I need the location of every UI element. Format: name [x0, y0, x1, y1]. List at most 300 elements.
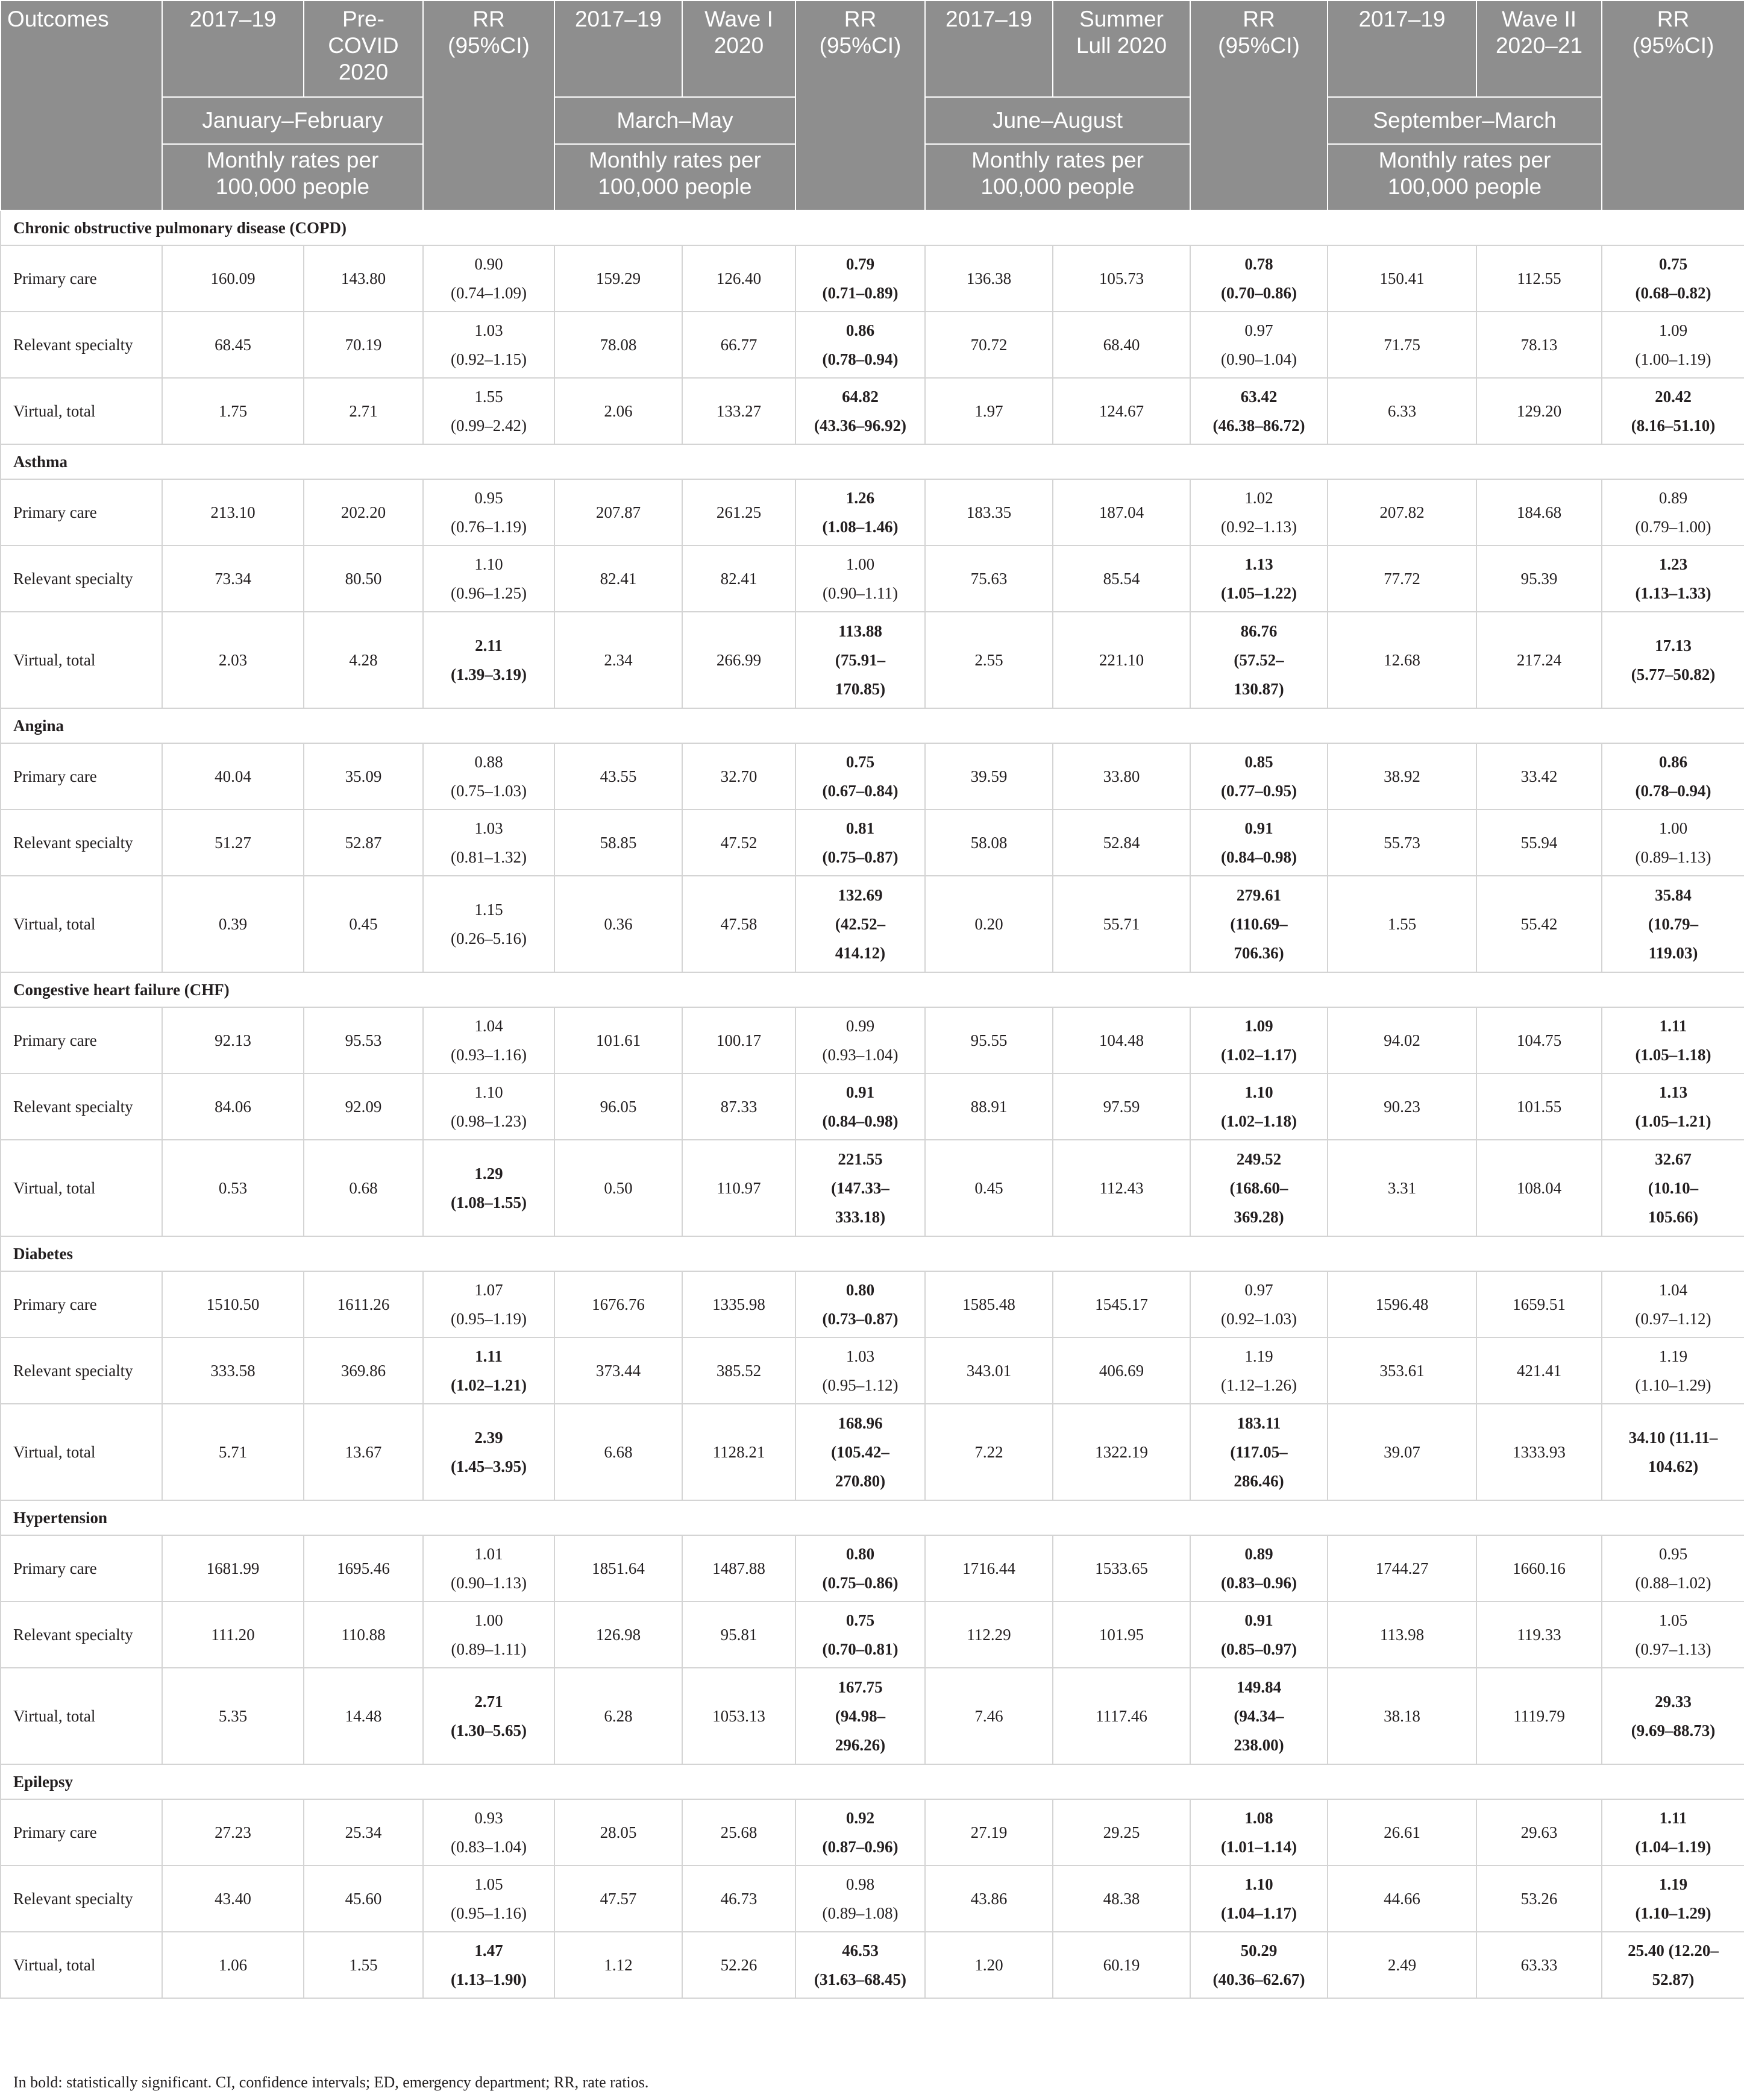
row-label: Primary care: [1, 479, 162, 545]
header-outcomes: Outcomes: [1, 1, 162, 210]
rate-cell: 14.48: [304, 1668, 423, 1764]
rate-ratio-cell: 1.01 (0.90–1.13): [423, 1535, 554, 1602]
rate-cell: 95.39: [1476, 545, 1602, 612]
rate-cell: 213.10: [162, 479, 304, 545]
rate-cell: 2.34: [554, 612, 682, 708]
section-row: [1, 210, 1744, 245]
rate-cell: 1659.51: [1476, 1271, 1602, 1338]
rate-cell: 46.73: [682, 1866, 795, 1932]
rate-cell: 47.57: [554, 1866, 682, 1932]
rate-ratio-cell: 1.11 (1.05–1.18): [1602, 1007, 1744, 1074]
rate-cell: 71.75: [1328, 312, 1476, 378]
rate-ratio-cell: 1.03 (0.81–1.32): [423, 810, 554, 876]
rate-cell: 87.33: [682, 1074, 795, 1140]
rate-cell: 1487.88: [682, 1535, 795, 1602]
rate-cell: 32.70: [682, 743, 795, 810]
rate-ratio-cell: 17.13 (5.77–50.82): [1602, 612, 1744, 708]
rate-cell: 5.35: [162, 1668, 304, 1764]
rate-ratio-cell: 50.29 (40.36–62.67): [1190, 1932, 1328, 1998]
rate-ratio-cell: 86.76 (57.52– 130.87): [1190, 612, 1328, 708]
rate-cell: 1676.76: [554, 1271, 682, 1338]
rate-ratio-cell: 0.91 (0.84–0.98): [795, 1074, 925, 1140]
header-wave-1: Wave I 2020: [682, 1, 795, 97]
table-row: [1, 545, 1744, 612]
rate-cell: 0.53: [162, 1140, 304, 1236]
rate-cell: 6.33: [1328, 378, 1476, 444]
rate-cell: 78.13: [1476, 312, 1602, 378]
rate-cell: 129.20: [1476, 378, 1602, 444]
rate-cell: 112.43: [1053, 1140, 1190, 1236]
rate-cell: 124.67: [1053, 378, 1190, 444]
rate-cell: 55.42: [1476, 876, 1602, 972]
rate-ratio-cell: 1.08 (1.01–1.14): [1190, 1799, 1328, 1866]
rate-cell: 202.20: [304, 479, 423, 545]
header-unit: Monthly rates per 100,000 people: [925, 144, 1190, 210]
row-label: Virtual, total: [1, 612, 162, 708]
table-row: [1, 743, 1744, 810]
rate-ratio-cell: 1.19 (1.10–1.29): [1602, 1338, 1744, 1404]
rate-cell: 90.23: [1328, 1074, 1476, 1140]
header-period-jun-aug: June–August: [925, 97, 1190, 144]
row-label: Primary care: [1, 743, 162, 810]
header-period-mar-may: March–May: [554, 97, 795, 144]
rate-ratio-cell: 132.69 (42.52– 414.12): [795, 876, 925, 972]
table-row: [1, 1338, 1744, 1404]
rate-ratio-cell: 1.04 (0.97–1.12): [1602, 1271, 1744, 1338]
rate-cell: 136.38: [925, 245, 1053, 312]
rate-cell: 1.06: [162, 1932, 304, 1998]
rate-ratio-cell: 0.85 (0.77–0.95): [1190, 743, 1328, 810]
rate-ratio-cell: 0.75 (0.68–0.82): [1602, 245, 1744, 312]
rate-ratio-cell: 34.10 (11.11– 104.62): [1602, 1404, 1744, 1500]
rate-ratio-cell: 1.26 (1.08–1.46): [795, 479, 925, 545]
row-label: Relevant specialty: [1, 1866, 162, 1932]
table-row: [1, 1140, 1744, 1236]
header-unit: Monthly rates per 100,000 people: [162, 144, 423, 210]
rate-cell: 45.60: [304, 1866, 423, 1932]
rate-cell: 38.18: [1328, 1668, 1476, 1764]
rate-ratio-cell: 0.91 (0.85–0.97): [1190, 1602, 1328, 1668]
rate-cell: 159.29: [554, 245, 682, 312]
row-label: Virtual, total: [1, 1140, 162, 1236]
rate-ratio-cell: 221.55 (147.33– 333.18): [795, 1140, 925, 1236]
rate-cell: 43.55: [554, 743, 682, 810]
rate-ratio-cell: 32.67 (10.10– 105.66): [1602, 1140, 1744, 1236]
rate-cell: 100.17: [682, 1007, 795, 1074]
rate-cell: 47.52: [682, 810, 795, 876]
rate-cell: 2.06: [554, 378, 682, 444]
rate-ratio-cell: 1.23 (1.13–1.33): [1602, 545, 1744, 612]
rate-cell: 1545.17: [1053, 1271, 1190, 1338]
rate-cell: 52.84: [1053, 810, 1190, 876]
rate-cell: 6.28: [554, 1668, 682, 1764]
rate-cell: 104.48: [1053, 1007, 1190, 1074]
row-label: Virtual, total: [1, 876, 162, 972]
rate-cell: 143.80: [304, 245, 423, 312]
rate-cell: 101.95: [1053, 1602, 1190, 1668]
rate-cell: 80.50: [304, 545, 423, 612]
table-row: [1, 1799, 1744, 1866]
row-label: Relevant specialty: [1, 312, 162, 378]
rate-cell: 58.08: [925, 810, 1053, 876]
rate-cell: 112.29: [925, 1602, 1053, 1668]
rate-cell: 1117.46: [1053, 1668, 1190, 1764]
rate-ratio-cell: 1.19 (1.12–1.26): [1190, 1338, 1328, 1404]
table-row: [1, 1668, 1744, 1764]
section-row: [1, 1236, 1744, 1271]
rate-ratio-cell: 2.71 (1.30–5.65): [423, 1668, 554, 1764]
rate-cell: 27.23: [162, 1799, 304, 1866]
rate-cell: 1744.27: [1328, 1535, 1476, 1602]
rate-cell: 2.71: [304, 378, 423, 444]
header-rr-wave-1: RR (95%CI): [795, 1, 925, 210]
rate-cell: 78.08: [554, 312, 682, 378]
rate-cell: 1322.19: [1053, 1404, 1190, 1500]
rate-cell: 92.09: [304, 1074, 423, 1140]
rate-cell: 217.24: [1476, 612, 1602, 708]
rate-cell: 1119.79: [1476, 1668, 1602, 1764]
rate-cell: 126.40: [682, 245, 795, 312]
rate-cell: 95.55: [925, 1007, 1053, 1074]
table-row: [1, 1007, 1744, 1074]
rate-cell: 70.72: [925, 312, 1053, 378]
rate-cell: 266.99: [682, 612, 795, 708]
header-baseline-sep-mar: 2017–19: [1328, 1, 1476, 97]
table-body: [1, 210, 1744, 1998]
section-title: Diabetes: [1, 1236, 1744, 1271]
table-row: [1, 612, 1744, 708]
rate-ratio-cell: 1.09 (1.00–1.19): [1602, 312, 1744, 378]
header-unit: Monthly rates per 100,000 people: [554, 144, 795, 210]
rate-ratio-cell: 35.84 (10.79– 119.03): [1602, 876, 1744, 972]
rate-ratio-cell: 0.75 (0.67–0.84): [795, 743, 925, 810]
table-row: [1, 1404, 1744, 1500]
rate-ratio-cell: 183.11 (117.05– 286.46): [1190, 1404, 1328, 1500]
rate-ratio-cell: 0.98 (0.89–1.08): [795, 1866, 925, 1932]
section-row: [1, 444, 1744, 479]
table-row: [1, 1074, 1744, 1140]
rate-ratio-cell: 20.42 (8.16–51.10): [1602, 378, 1744, 444]
rate-cell: 39.07: [1328, 1404, 1476, 1500]
rate-ratio-cell: 149.84 (94.34– 238.00): [1190, 1668, 1328, 1764]
row-label: Relevant specialty: [1, 810, 162, 876]
rate-cell: 0.68: [304, 1140, 423, 1236]
header-period-jan-feb: January–February: [162, 97, 423, 144]
rate-cell: 104.75: [1476, 1007, 1602, 1074]
rate-ratio-cell: 1.47 (1.13–1.90): [423, 1932, 554, 1998]
rate-cell: 25.68: [682, 1799, 795, 1866]
row-label: Primary care: [1, 1535, 162, 1602]
rate-ratio-cell: 1.03 (0.95–1.12): [795, 1338, 925, 1404]
rate-cell: 29.25: [1053, 1799, 1190, 1866]
rate-ratio-cell: 0.86 (0.78–0.94): [1602, 743, 1744, 810]
rate-cell: 133.27: [682, 378, 795, 444]
rate-cell: 1716.44: [925, 1535, 1053, 1602]
rate-cell: 1.55: [1328, 876, 1476, 972]
rate-cell: 112.55: [1476, 245, 1602, 312]
rate-ratio-cell: 1.02 (0.92–1.13): [1190, 479, 1328, 545]
rate-ratio-cell: 1.00 (0.90–1.11): [795, 545, 925, 612]
rate-cell: 47.58: [682, 876, 795, 972]
rate-cell: 97.59: [1053, 1074, 1190, 1140]
rate-ratio-cell: 0.86 (0.78–0.94): [795, 312, 925, 378]
rate-cell: 160.09: [162, 245, 304, 312]
rate-cell: 38.92: [1328, 743, 1476, 810]
rate-cell: 44.66: [1328, 1866, 1476, 1932]
rate-ratio-cell: 0.80 (0.73–0.87): [795, 1271, 925, 1338]
rate-cell: 385.52: [682, 1338, 795, 1404]
rate-cell: 82.41: [682, 545, 795, 612]
table-row: [1, 1535, 1744, 1602]
rate-cell: 0.39: [162, 876, 304, 972]
rate-cell: 1128.21: [682, 1404, 795, 1500]
table-row: [1, 312, 1744, 378]
rate-cell: 0.36: [554, 876, 682, 972]
rate-cell: 1510.50: [162, 1271, 304, 1338]
section-title: Chronic obstructive pulmonary disease (COPD): [1, 210, 1744, 245]
rate-cell: 40.04: [162, 743, 304, 810]
rate-cell: 66.77: [682, 312, 795, 378]
rate-ratio-cell: 46.53 (31.63–68.45): [795, 1932, 925, 1998]
section-title: Asthma: [1, 444, 1744, 479]
rate-ratio-cell: 0.93 (0.83–1.04): [423, 1799, 554, 1866]
rate-cell: 73.34: [162, 545, 304, 612]
rate-ratio-cell: 0.79 (0.71–0.89): [795, 245, 925, 312]
rate-ratio-cell: 1.13 (1.05–1.22): [1190, 545, 1328, 612]
rate-cell: 207.87: [554, 479, 682, 545]
rate-cell: 1660.16: [1476, 1535, 1602, 1602]
rate-cell: 221.10: [1053, 612, 1190, 708]
rate-cell: 33.42: [1476, 743, 1602, 810]
rate-ratio-cell: 1.07 (0.95–1.19): [423, 1271, 554, 1338]
rate-cell: 1.55: [304, 1932, 423, 1998]
rate-ratio-cell: 0.78 (0.70–0.86): [1190, 245, 1328, 312]
row-label: Relevant specialty: [1, 1338, 162, 1404]
rate-cell: 55.73: [1328, 810, 1476, 876]
rate-ratio-cell: 1.04 (0.93–1.16): [423, 1007, 554, 1074]
rate-cell: 113.98: [1328, 1602, 1476, 1668]
rate-cell: 101.55: [1476, 1074, 1602, 1140]
table-row: [1, 876, 1744, 972]
row-label: Virtual, total: [1, 378, 162, 444]
rate-cell: 1.75: [162, 378, 304, 444]
rate-cell: 25.34: [304, 1799, 423, 1866]
rate-ratio-cell: 167.75 (94.98– 296.26): [795, 1668, 925, 1764]
rate-cell: 58.85: [554, 810, 682, 876]
header-rr-wave-2: RR (95%CI): [1602, 1, 1744, 210]
rate-cell: 343.01: [925, 1338, 1053, 1404]
rate-cell: 35.09: [304, 743, 423, 810]
rate-ratio-cell: 1.05 (0.95–1.16): [423, 1866, 554, 1932]
rate-cell: 6.68: [554, 1404, 682, 1500]
section-title: Epilepsy: [1, 1764, 1744, 1799]
header-wave-2: Wave II 2020–21: [1476, 1, 1602, 97]
rate-ratio-cell: 1.10 (1.02–1.18): [1190, 1074, 1328, 1140]
row-label: Virtual, total: [1, 1404, 162, 1500]
rate-cell: 52.26: [682, 1932, 795, 1998]
rate-cell: 373.44: [554, 1338, 682, 1404]
rate-cell: 119.33: [1476, 1602, 1602, 1668]
rate-ratio-cell: 1.05 (0.97–1.13): [1602, 1602, 1744, 1668]
rate-cell: 70.19: [304, 312, 423, 378]
rate-ratio-cell: 0.95 (0.76–1.19): [423, 479, 554, 545]
rate-cell: 111.20: [162, 1602, 304, 1668]
rate-cell: 2.49: [1328, 1932, 1476, 1998]
rate-ratio-cell: 1.10 (0.98–1.23): [423, 1074, 554, 1140]
rate-cell: 52.87: [304, 810, 423, 876]
rate-cell: 95.53: [304, 1007, 423, 1074]
table-row: [1, 378, 1744, 444]
rate-ratio-cell: 1.11 (1.04–1.19): [1602, 1799, 1744, 1866]
rate-ratio-cell: 1.19 (1.10–1.29): [1602, 1866, 1744, 1932]
rate-cell: 33.80: [1053, 743, 1190, 810]
table-row: [1, 1602, 1744, 1668]
rate-cell: 421.41: [1476, 1338, 1602, 1404]
rate-cell: 77.72: [1328, 545, 1476, 612]
rate-cell: 1533.65: [1053, 1535, 1190, 1602]
rate-cell: 43.86: [925, 1866, 1053, 1932]
header-unit: Monthly rates per 100,000 people: [1328, 144, 1602, 210]
rate-ratio-cell: 0.88 (0.75–1.03): [423, 743, 554, 810]
row-label: Relevant specialty: [1, 1602, 162, 1668]
table-row: [1, 1932, 1744, 1998]
rate-ratio-cell: 1.55 (0.99–2.42): [423, 378, 554, 444]
rate-cell: 2.03: [162, 612, 304, 708]
rate-cell: 7.46: [925, 1668, 1053, 1764]
rate-cell: 1053.13: [682, 1668, 795, 1764]
rate-ratio-cell: 63.42 (46.38–86.72): [1190, 378, 1328, 444]
rate-ratio-cell: 1.11 (1.02–1.21): [423, 1338, 554, 1404]
rate-ratio-cell: 2.39 (1.45–3.95): [423, 1404, 554, 1500]
rate-cell: 183.35: [925, 479, 1053, 545]
header-baseline-jun-aug: 2017–19: [925, 1, 1053, 97]
rate-cell: 68.45: [162, 312, 304, 378]
rate-cell: 0.50: [554, 1140, 682, 1236]
rate-ratio-cell: 0.80 (0.75–0.86): [795, 1535, 925, 1602]
rate-cell: 0.45: [925, 1140, 1053, 1236]
header-baseline-jan-feb: 2017–19: [162, 1, 304, 97]
table-footnote: In bold: statistically significant. CI, confidence intervals; ED, emergency department; RR, rate ratios.: [13, 2073, 649, 2091]
rate-ratio-cell: 0.99 (0.93–1.04): [795, 1007, 925, 1074]
rate-ratio-cell: 168.96 (105.42– 270.80): [795, 1404, 925, 1500]
rate-cell: 1.20: [925, 1932, 1053, 1998]
rate-cell: 84.06: [162, 1074, 304, 1140]
rate-cell: 110.88: [304, 1602, 423, 1668]
rate-cell: 4.28: [304, 612, 423, 708]
table-row: [1, 1866, 1744, 1932]
section-title: Angina: [1, 708, 1744, 743]
rate-cell: 92.13: [162, 1007, 304, 1074]
row-label: Primary care: [1, 245, 162, 312]
rate-cell: 95.81: [682, 1602, 795, 1668]
rate-ratio-cell: 1.00 (0.89–1.13): [1602, 810, 1744, 876]
table-row: [1, 479, 1744, 545]
rate-cell: 1333.93: [1476, 1404, 1602, 1500]
rate-ratio-cell: 29.33 (9.69–88.73): [1602, 1668, 1744, 1764]
rate-cell: 105.73: [1053, 245, 1190, 312]
rate-cell: 1.97: [925, 378, 1053, 444]
rate-cell: 101.61: [554, 1007, 682, 1074]
rate-cell: 110.97: [682, 1140, 795, 1236]
rate-cell: 5.71: [162, 1404, 304, 1500]
rate-ratio-cell: 1.10 (0.96–1.25): [423, 545, 554, 612]
rate-ratio-cell: 249.52 (168.60– 369.28): [1190, 1140, 1328, 1236]
rate-cell: 28.05: [554, 1799, 682, 1866]
rate-ratio-cell: 1.00 (0.89–1.11): [423, 1602, 554, 1668]
rate-ratio-cell: 0.92 (0.87–0.96): [795, 1799, 925, 1866]
rate-cell: 60.19: [1053, 1932, 1190, 1998]
table-header: [1, 1, 1744, 210]
header-pre-covid: Pre- COVID 2020: [304, 1, 423, 97]
table-row: [1, 245, 1744, 312]
rate-cell: 94.02: [1328, 1007, 1476, 1074]
rate-cell: 1585.48: [925, 1271, 1053, 1338]
rate-cell: 0.20: [925, 876, 1053, 972]
section-title: Congestive heart failure (CHF): [1, 972, 1744, 1007]
rate-cell: 0.45: [304, 876, 423, 972]
rate-ratio-cell: 1.03 (0.92–1.15): [423, 312, 554, 378]
table-row: [1, 1271, 1744, 1338]
rate-cell: 13.67: [304, 1404, 423, 1500]
row-label: Primary care: [1, 1799, 162, 1866]
rate-cell: 1.12: [554, 1932, 682, 1998]
rate-cell: 333.58: [162, 1338, 304, 1404]
section-title: Hypertension: [1, 1500, 1744, 1535]
section-row: [1, 1764, 1744, 1799]
table-row: [1, 810, 1744, 876]
rate-cell: 51.27: [162, 810, 304, 876]
rate-cell: 369.86: [304, 1338, 423, 1404]
section-row: [1, 972, 1744, 1007]
rate-cell: 406.69: [1053, 1338, 1190, 1404]
rate-cell: 85.54: [1053, 545, 1190, 612]
rate-cell: 82.41: [554, 545, 682, 612]
rate-ratio-cell: 1.29 (1.08–1.55): [423, 1140, 554, 1236]
rate-ratio-cell: 1.09 (1.02–1.17): [1190, 1007, 1328, 1074]
rate-cell: 1611.26: [304, 1271, 423, 1338]
rate-ratio-cell: 113.88 (75.91– 170.85): [795, 612, 925, 708]
rate-cell: 68.40: [1053, 312, 1190, 378]
rate-ratio-cell: 1.13 (1.05–1.21): [1602, 1074, 1744, 1140]
rate-cell: 12.68: [1328, 612, 1476, 708]
rate-cell: 63.33: [1476, 1932, 1602, 1998]
section-row: [1, 708, 1744, 743]
rate-cell: 29.63: [1476, 1799, 1602, 1866]
rate-cell: 108.04: [1476, 1140, 1602, 1236]
header-rr-pre-covid: RR (95%CI): [423, 1, 554, 210]
header-baseline-mar-may: 2017–19: [554, 1, 682, 97]
rate-cell: 150.41: [1328, 245, 1476, 312]
section-row: [1, 1500, 1744, 1535]
rate-cell: 1851.64: [554, 1535, 682, 1602]
rate-ratio-cell: 0.90 (0.74–1.09): [423, 245, 554, 312]
rate-ratio-cell: 0.89 (0.83–0.96): [1190, 1535, 1328, 1602]
rate-cell: 2.55: [925, 612, 1053, 708]
rate-cell: 48.38: [1053, 1866, 1190, 1932]
header-period-sep-mar: September–March: [1328, 97, 1602, 144]
rate-cell: 27.19: [925, 1799, 1053, 1866]
rate-cell: 1695.46: [304, 1535, 423, 1602]
rate-cell: 1681.99: [162, 1535, 304, 1602]
rate-cell: 1596.48: [1328, 1271, 1476, 1338]
rate-cell: 3.31: [1328, 1140, 1476, 1236]
rate-ratio-cell: 0.97 (0.90–1.04): [1190, 312, 1328, 378]
rate-ratio-cell: 64.82 (43.36–96.92): [795, 378, 925, 444]
rate-ratio-cell: 1.15 (0.26–5.16): [423, 876, 554, 972]
rate-ratio-cell: 0.75 (0.70–0.81): [795, 1602, 925, 1668]
rate-cell: 126.98: [554, 1602, 682, 1668]
rate-cell: 96.05: [554, 1074, 682, 1140]
